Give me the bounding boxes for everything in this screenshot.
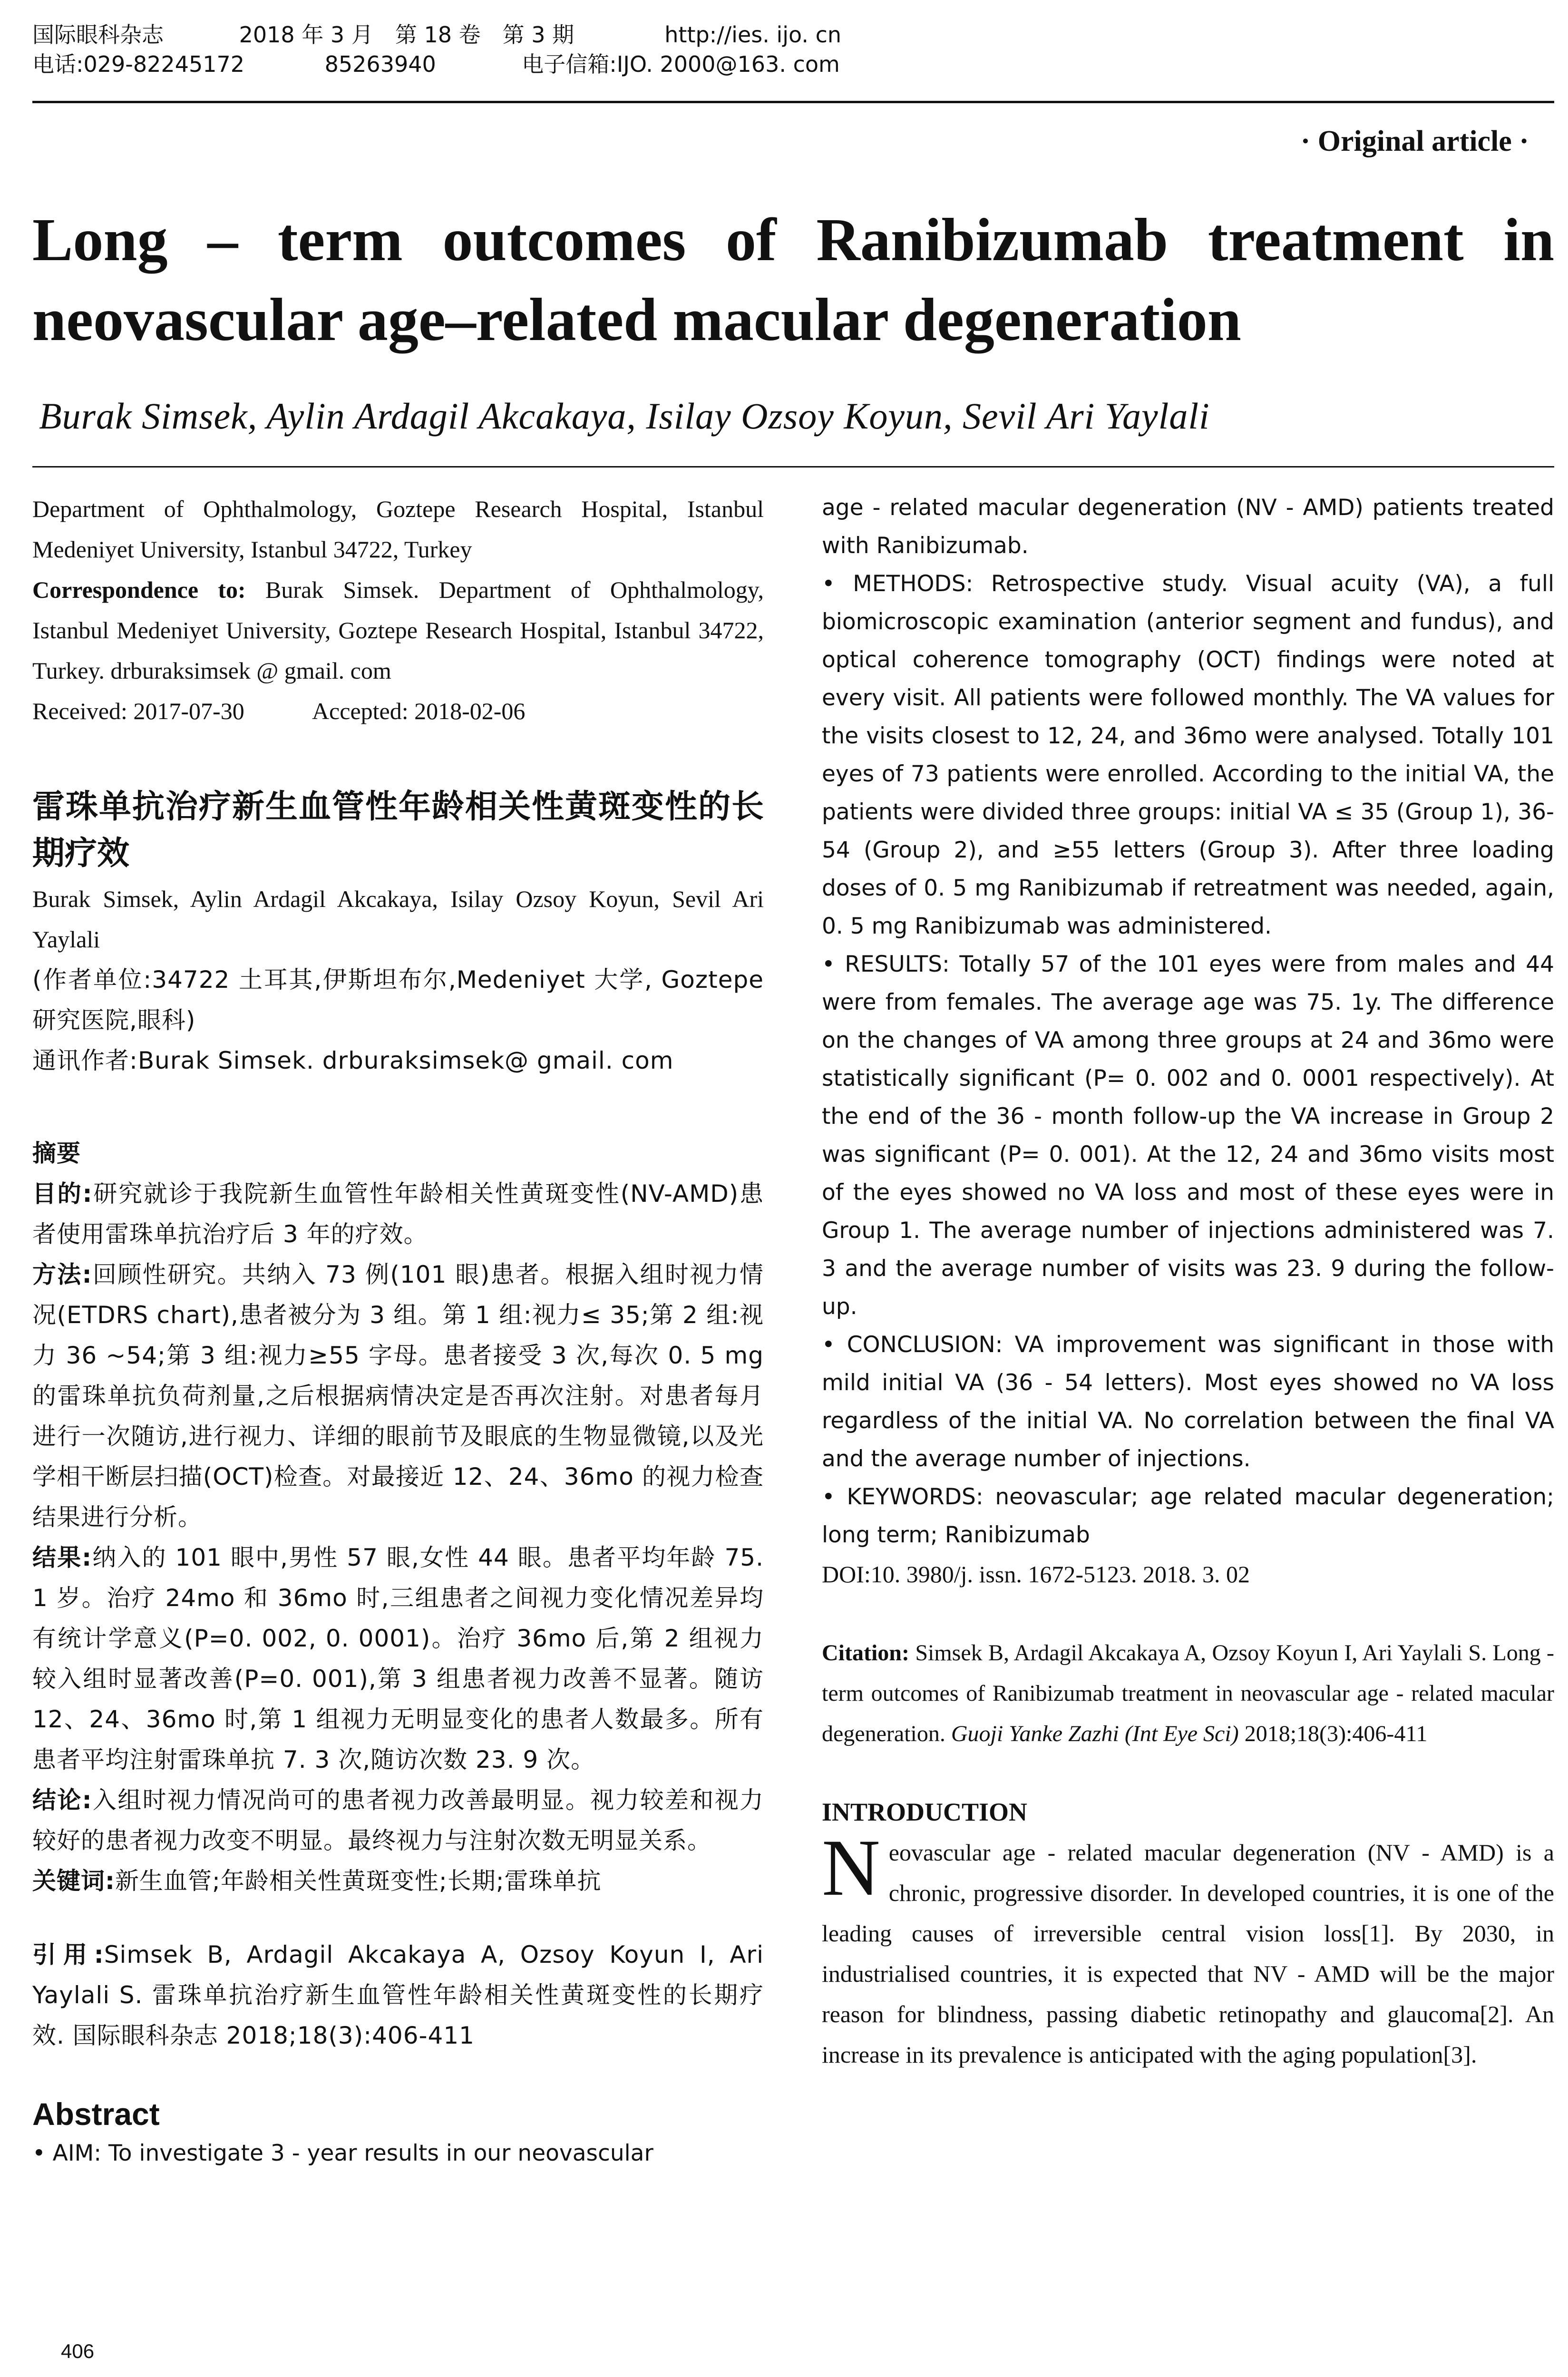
author-list: Burak Simsek, Aylin Ardagil Akcakaya, Isilay Ozsoy Koyun, Sevil Ari Yaylali — [39, 395, 1210, 437]
chinese-aim-text: 研究就诊于我院新生血管性年龄相关性黄斑变性(NV-AMD)患者使用雷珠单抗治疗后 3 年的疗效。 — [32, 1180, 764, 1248]
chinese-results-text: 纳入的 101 眼中,男性 57 眼,女性 44 眼。患者平均年龄 75. 1 岁。治疗 24mo 和 36mo 时,三组患者之间视力变化情况差异均有统计学意义(P=0. 002, 0. 0001)。治疗 36mo 后,第 2 组视力较入组时显著改善(P=0. 001),第 3 组患者视力改善不显著。随访 12、24、36mo 时,第 1 组视力无明显变化的患者人数最多。所有患者平均注射雷珠单抗 7. 3 次,随访次数 23. 9 次。 — [32, 1544, 764, 1773]
abstract-results: • RESULTS: Totally 57 of the 101 eyes were from males and 44 were from females. The average age was 75. 1y. The difference on the changes of VA among three groups at 24 and 36mo were statistically significant (P= 0. 002 and 0. 0001 respectively). At the end of the 36 - month follow-up the VA increase in Group 2 was significant (P= 0. 001). At the 12, 24 and 36mo visits most of the eyes showed no VA loss and most of these eyes were in Group 1. The average number of injections administered was 7. 3 and the average number of visits was 23. 9 during the follow-up. — [822, 951, 1554, 1320]
abstract-heading: Abstract — [32, 2096, 160, 2132]
chinese-aim-label: 目的: — [32, 1180, 93, 1208]
dates — [32, 691, 764, 731]
chinese-methods — [32, 1255, 764, 1538]
abstract-methods: • METHODS: Retrospective study. Visual acuity (VA), a full biomicroscopic examination (anterior segment and fundus), and optical coherence tomography (OCT) findings were noted at every visit. All patients were followed monthly. The VA values for the visits closest to 12, 24, and 36mo were analysed. Totally 101 eyes of 73 patients were enrolled. According to the initial VA, the patients were divided three groups: initial VA ≤ 35 (Group 1), 36-54 (Group 2), and ≥55 letters (Group 3). After three loading doses of 0. 5 mg Ranibizumab if retreatment was needed, again, 0. 5 mg Ranibizumab was administered. — [822, 571, 1554, 939]
english-citation — [822, 1633, 1554, 1754]
chinese-keywords — [32, 1861, 764, 1901]
phone-number-2: 85263940 — [324, 51, 436, 77]
citation-journal: Guoji Yanke Zazhi (Int Eye Sci) — [951, 1721, 1239, 1746]
article-type-label: · Original article · — [1300, 125, 1529, 157]
article-title — [32, 200, 1554, 360]
correspondence-text: Burak Simsek. Department of Ophthalmology, Istanbul Medeniyet University, Goztepe Research Hospital, Istanbul 34722, Turkey. drburaksimsek @ gmail. com — [32, 576, 764, 684]
title-line-2: neovascular age–related macular degeneration — [32, 286, 1241, 353]
abstract-conclusion: • CONCLUSION: VA improvement was significant in those with mild initial VA (36 - 54 letters). Most eyes showed no VA loss regardless of the initial VA. No correlation between the final VA and the average number of injections. — [822, 1332, 1554, 1472]
right-column — [822, 489, 1554, 2075]
citation-text: Simsek B, Ardagil Akcakaya A, Ozsoy Koyun I, Ari Yaylali S. Long - term outcomes of Ranibizumab treatment in neovascular age - related macular degeneration. — [822, 1640, 1555, 1746]
page-number: 406 — [61, 2340, 95, 2362]
abstract-aim-continued: age - related macular degeneration (NV - AMD) patients treated with Ranibizumab. — [822, 495, 1554, 559]
chinese-methods-text: 回顾性研究。共纳入 73 例(101 眼)患者。根据入组时视力情况(ETDRS chart),患者被分为 3 组。第 1 组:视力≤ 35;第 2 组:视力 36 ~54;第 3 组:视力≥55 字母。患者接受 3 次,每次 0. 5 mg 的雷珠单抗负荷剂量,之后根据病情决定是否再次注射。对患者每月进行一次随访,进行视力、详细的眼前节及眼底的生物显微镜,以及光学相干断层扫描(OCT)检查。对最接近 12、24、36mo 的视力检查结果进行分析。 — [32, 1261, 764, 1531]
chinese-aim — [32, 1174, 764, 1255]
chinese-authors: Burak Simsek, Aylin Ardagil Akcakaya, Isilay Ozsoy Koyun, Sevil Ari Yaylali — [32, 886, 764, 953]
chinese-keywords-text: 新生血管;年龄相关性黄斑变性;长期;雷珠单抗 — [115, 1867, 602, 1895]
left-column — [32, 489, 764, 2172]
chinese-correspondence: 通讯作者:Burak Simsek. drburaksimsek@ gmail. com — [32, 1047, 674, 1074]
running-header — [32, 20, 1554, 79]
header-line-1 — [32, 20, 1554, 49]
citation-tail: 2018;18(3):406-411 — [1244, 1721, 1428, 1746]
phone-number: 电话:029-82245172 — [32, 51, 245, 77]
chinese-title: 雷珠单抗治疗新生血管性年龄相关性黄斑变性的长期疗效 — [32, 788, 764, 872]
chinese-citation-text: Simsek B, Ardagil Akcakaya A, Ozsoy Koyun I, Ari Yaylali S. 雷珠单抗治疗新生血管性年龄相关性黄斑变性的长期疗效. 国际眼科杂志 2018;18(3):406-411 — [32, 1941, 764, 2049]
received-date: Received: 2017-07-30 — [32, 698, 244, 724]
chinese-conclusion — [32, 1780, 764, 1861]
chinese-conclusion-label: 结论: — [32, 1786, 92, 1814]
affiliation: Department of Ophthalmology, Goztepe Research Hospital, Istanbul Medeniyet University, Istanbul 34722, Turkey — [32, 496, 764, 563]
journal-name: 国际眼科杂志 — [32, 22, 164, 48]
chinese-abstract-heading: 摘要 — [32, 1140, 81, 1167]
chinese-results — [32, 1538, 764, 1780]
accepted-date: Accepted: 2018-02-06 — [312, 698, 526, 724]
doi[interactable]: DOI:10. 3980/j. issn. 1672-5123. 2018. 3. 02 — [822, 1561, 1250, 1588]
title-line-1: Long – term outcomes of Ranibizumab treatment in — [32, 206, 1554, 273]
introduction-heading: INTRODUCTION — [822, 1798, 1028, 1826]
introduction-text: eovascular age - related macular degeneration (NV - AMD) is a chronic, progressive disorder. In developed countries, it is one of the leading causes of irreversible central vision loss[1]. By 2030, in industrialised countries, it is expected that NV - AMD will be the major reason for blindness, passing diabetic retinopathy and glaucoma[2]. An increase in its prevalence is anticipated with the aging population[3]. — [822, 1839, 1554, 2068]
issue-info: 2018 年 3 月 第 18 卷 第 3 期 — [239, 22, 575, 48]
chinese-methods-label: 方法: — [32, 1261, 92, 1288]
header-rule — [32, 101, 1554, 103]
chinese-citation — [32, 1935, 764, 2056]
chinese-conclusion-text: 入组时视力情况尚可的患者视力改善最明显。视力较差和视力较好的患者视力改变不明显。最终视力与注射次数无明显关系。 — [32, 1786, 764, 1854]
correspondence-label: Correspondence to: — [32, 576, 246, 603]
chinese-citation-label: 引用: — [32, 1941, 104, 1968]
correspondence — [32, 570, 764, 691]
title-rule — [32, 466, 1554, 468]
introduction-paragraph — [822, 1823, 1554, 2075]
journal-email[interactable]: 电子信箱:IJO. 2000@163. com — [522, 51, 840, 77]
chinese-keywords-label: 关键词: — [32, 1867, 115, 1895]
abstract-aim-start: • AIM: To investigate 3 - year results in our neovascular — [32, 2140, 653, 2166]
header-line-2 — [32, 49, 1554, 79]
chinese-results-label: 结果: — [32, 1544, 92, 1571]
drop-cap: N — [822, 1823, 880, 1912]
chinese-affiliation: (作者单位:34722 土耳其,伊斯坦布尔,Medeniyet 大学, Goztepe 研究医院,眼科) — [32, 966, 764, 1034]
citation-label: Citation: — [822, 1640, 909, 1666]
abstract-keywords: • KEYWORDS: neovascular; age related macular degeneration; long term; Ranibizumab — [822, 1484, 1554, 1548]
journal-url[interactable]: http://ies. ijo. cn — [664, 22, 842, 48]
